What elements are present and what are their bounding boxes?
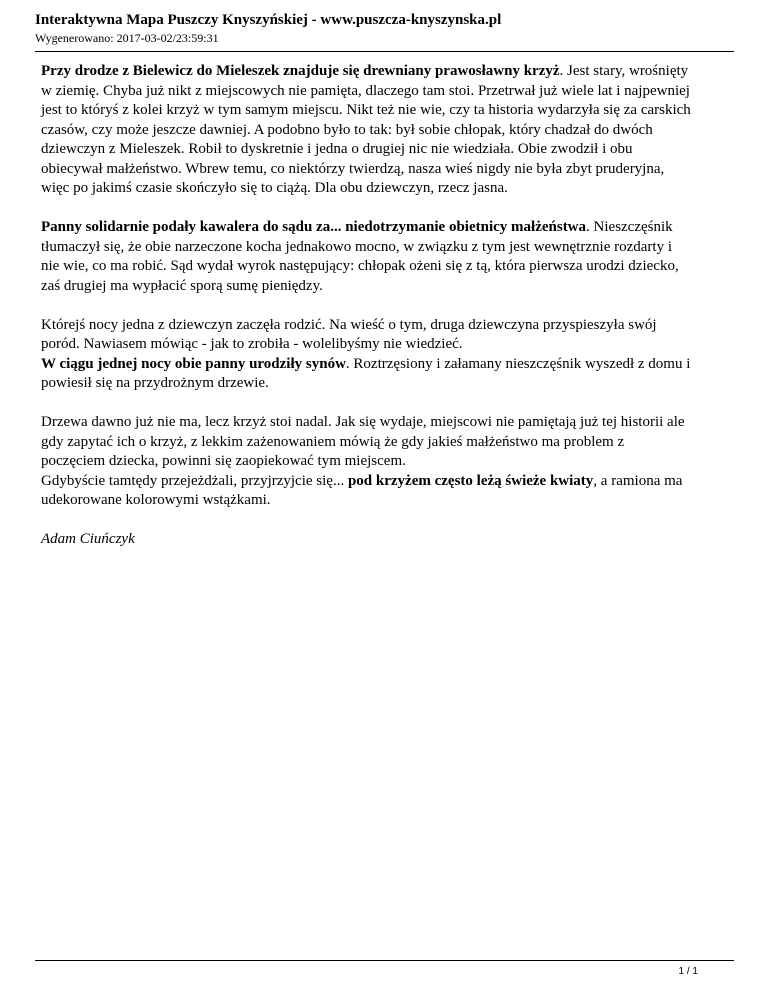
paragraph-4-bold: pod krzyżem często leżą świeże kwiaty (347, 472, 594, 489)
paragraph-2-bold: Panny solidarnie podały kawalera do sądu za... niedotrzymanie obietnicy małżeństwa (41, 219, 587, 235)
page-number: 1 / 1 (678, 966, 698, 977)
header-divider (35, 51, 734, 52)
paragraph-4-after: , a ramiona ma udekorowane kolorowymi wstążkami. (41, 472, 683, 508)
generated-timestamp: Wygenerowano: 2017-03-02/23:59:31 (35, 31, 219, 45)
paragraph-3-bold: W ciągu jednej nocy obie panny urodziły synów (41, 355, 346, 372)
paragraph-4-before: Gdybyście tamtędy przejeżdżali, przyjrzyjcie się... (41, 472, 348, 489)
paragraph-3-line1: Którejś nocy jedna z dziewczyn zaczęła rodzić. Na wieść o tym, druga dziewczyna przyspieszyła swój poród. Nawiasem mówiąc - jak to zrobiła - wolelibyśmy nie wiedzieć. (41, 316, 657, 352)
paragraph-3 (41, 316, 691, 394)
paragraph-2-text: . Nieszczęśnik tłumaczył się, że obie narzeczone kocha jednakowo mocno, w związku z tym jest wewnętrznie rozdarty i nie wie, co ma robić. Sąd wydał wyrok następujący: chłopak ożeni się z tą, która pierwsza urodzi dziecko, zaś drugiej ma wypłacić sporą sumę pieniędzy. (41, 219, 679, 294)
page-header (35, 11, 735, 46)
paragraph-1 (41, 62, 691, 199)
article-body (41, 62, 691, 569)
author-signature: Adam Ciuńczyk (41, 531, 135, 547)
paragraph-1-text: . Jest stary, wrośnięty w ziemię. Chyba już nikt z miejscowych nie pamięta, dlaczego tam stoi. Przetrwał już wiele lat i najpewniej jest to któryś z kolei krzyż w tym samym miejscu. Nikt też nie wie, czy ta historia wydarzyła się za carskich czasów, czy może jeszcze dawniej. A podobno było to tak: był sobie chłopak, który chadzał do dwóch dziewczyn z Mieleszek. Robił to dyskretnie i jedna o drugiej nic nie wiedziała. Obie zwodził i obu obiecywał małżeństwo. Wbrew temu, co niektórzy twierdzą, nasza wieś nigdy nie była zbyt pruderyjna, więc po jakimś czasie skończyło się to ciążą. Dla obu dziewczyn, rzecz jasna. (41, 63, 691, 196)
paragraph-2 (41, 218, 691, 296)
site-title: Interaktywna Mapa Puszczy Knyszyńskiej - www.puszcza-knyszynska.pl (35, 12, 502, 28)
paragraph-1-bold: Przy drodze z Bielewicz do Mieleszek znajduje się drewniany prawosławny krzyż (41, 63, 560, 79)
paragraph-4 (41, 413, 691, 511)
paragraph-3-text: . Roztrzęsiony i załamany nieszczęśnik wyszedł z domu i powiesił się na przydrożnym drzewie. (41, 355, 691, 391)
paragraph-4-line1: Drzewa dawno już nie ma, lecz krzyż stoi nadal. Jak się wydaje, miejscowi nie pamiętają już tej historii ale gdy zapytać ich o krzyż, z lekkim zażenowaniem mówią że gdy jakieś małżeństwo ma problem z poczęciem dziecka, powinni się zaopiekować tym miejscem. (41, 414, 685, 469)
footer-divider (35, 960, 734, 961)
